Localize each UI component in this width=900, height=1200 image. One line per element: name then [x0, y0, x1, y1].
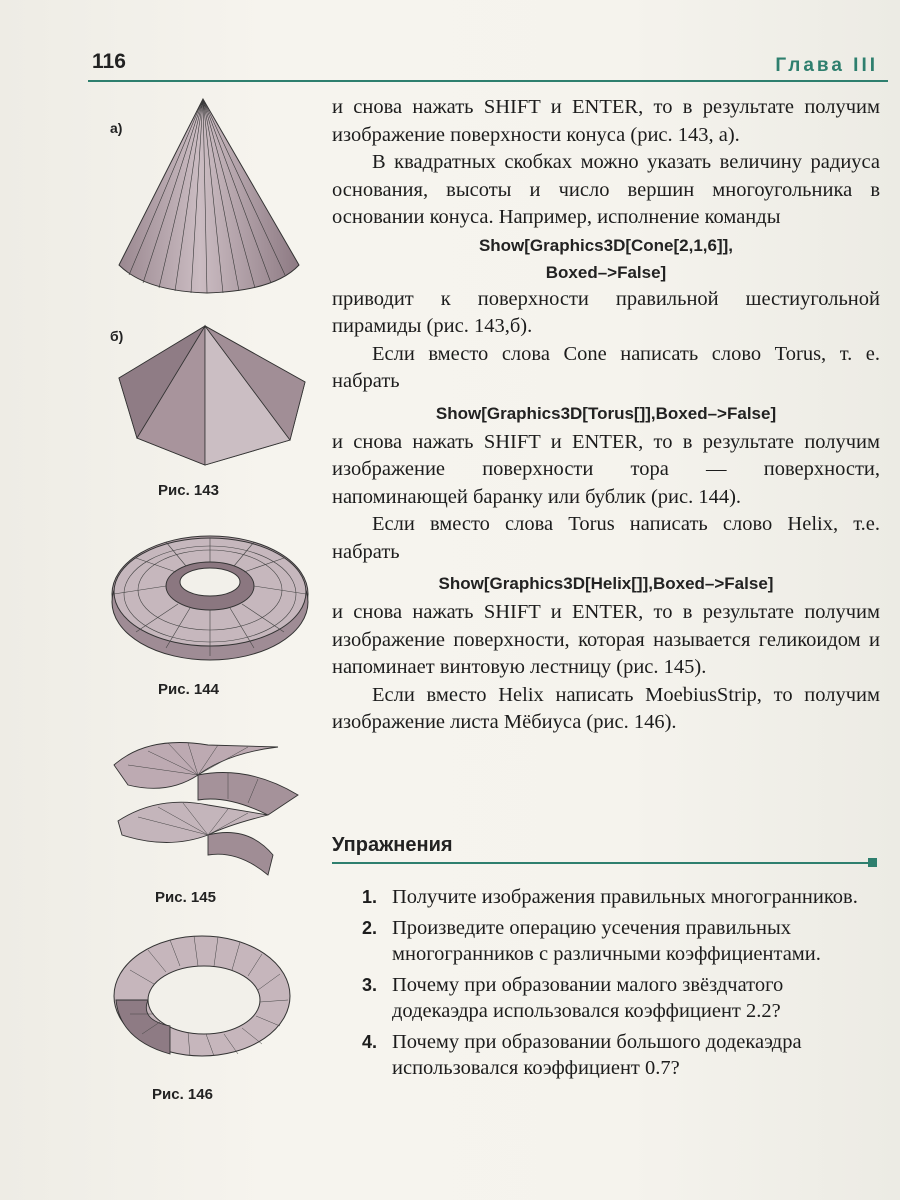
exercises-rule — [332, 862, 876, 864]
caption-fig-145: Рис. 145 — [155, 889, 216, 906]
torus-figure — [106, 528, 316, 668]
cone-figure — [115, 95, 305, 295]
hexagonal-pyramid-figure — [115, 320, 310, 470]
code-line: Show[Graphics3D[Torus[]],Boxed–>False] — [435, 403, 777, 423]
chapter-title: Глава III — [775, 55, 878, 76]
paragraph: и снова нажать SHIFT и ENTER, то в результате получим изображение поверхности тора — поверхности, напоминающей баранку или бублик (рис. 144). — [332, 430, 880, 508]
moebius-strip-figure — [110, 930, 295, 1080]
paragraph: Если вместо Helix написать MoebiusStrip, то получим изображение листа Мёбиуса (рис. 146). — [332, 683, 880, 733]
code-line: Boxed–>False] — [545, 262, 667, 282]
caption-fig-143: Рис. 143 — [158, 482, 219, 499]
header-rule — [88, 80, 888, 82]
exercise-item — [332, 972, 880, 1025]
exercise-number: 4. — [362, 1031, 378, 1052]
code-line: Show[Graphics3D[Cone[2,1,6]], — [478, 235, 734, 255]
exercise-list — [332, 884, 880, 1086]
exercise-text: Получите изображения правильных многогранников. — [392, 886, 858, 908]
caption-fig-144: Рис. 144 — [158, 681, 219, 698]
figure-label-a: а) — [110, 120, 123, 136]
main-text-column — [332, 94, 880, 737]
paragraph: Если вместо слова Cone написать слово Torus, т. е. набрать — [332, 342, 880, 392]
exercise-number: 3. — [362, 974, 378, 995]
exercise-number: 2. — [362, 917, 378, 938]
page-number: 116 — [92, 50, 126, 73]
paragraph: Если вместо слова Torus написать слово Helix, т.е. набрать — [332, 513, 880, 563]
exercise-number: 1. — [362, 887, 378, 907]
exercise-item — [332, 915, 880, 968]
code-line: Show[Graphics3D[Helix[]],Boxed–>False] — [438, 574, 774, 593]
helicoid-figure — [108, 725, 308, 885]
exercise-text: Почему при образовании малого звёздчатого додекаэдра использовался коэффициент 2.2? — [392, 973, 784, 1022]
exercises-heading: Упражнения — [332, 834, 453, 856]
exercise-text: Почему при образовании большого додекаэдра использовался коэффициент 0.7? — [392, 1030, 802, 1079]
paragraph: и снова нажать SHIFT и ENTER, то в результате получим изображение поверхности, которая называется геликоидом и напоминает винтовую лестницу (рис. 145). — [332, 601, 880, 678]
paragraph: и снова нажать SHIFT и ENTER, то в результате получим изображение поверхности конуса (рис. 143, а). — [332, 96, 880, 146]
paragraph: В квадратных скобках можно указать величину радиуса основания, высоты и число вершин многоугольника в основании конуса. Например, исполнение команды — [332, 151, 880, 228]
paragraph: приводит к поверхности правильной шестиугольной пирамиды (рис. 143,б). — [332, 287, 880, 337]
exercises-marker — [868, 858, 877, 867]
exercise-text: Произведите операцию усечения правильных многогранников с различными коэффициентами. — [392, 916, 821, 965]
exercise-item — [332, 1029, 880, 1082]
caption-fig-146: Рис. 146 — [152, 1086, 213, 1103]
exercise-item — [332, 884, 880, 911]
figure-label-b: б) — [110, 328, 124, 344]
